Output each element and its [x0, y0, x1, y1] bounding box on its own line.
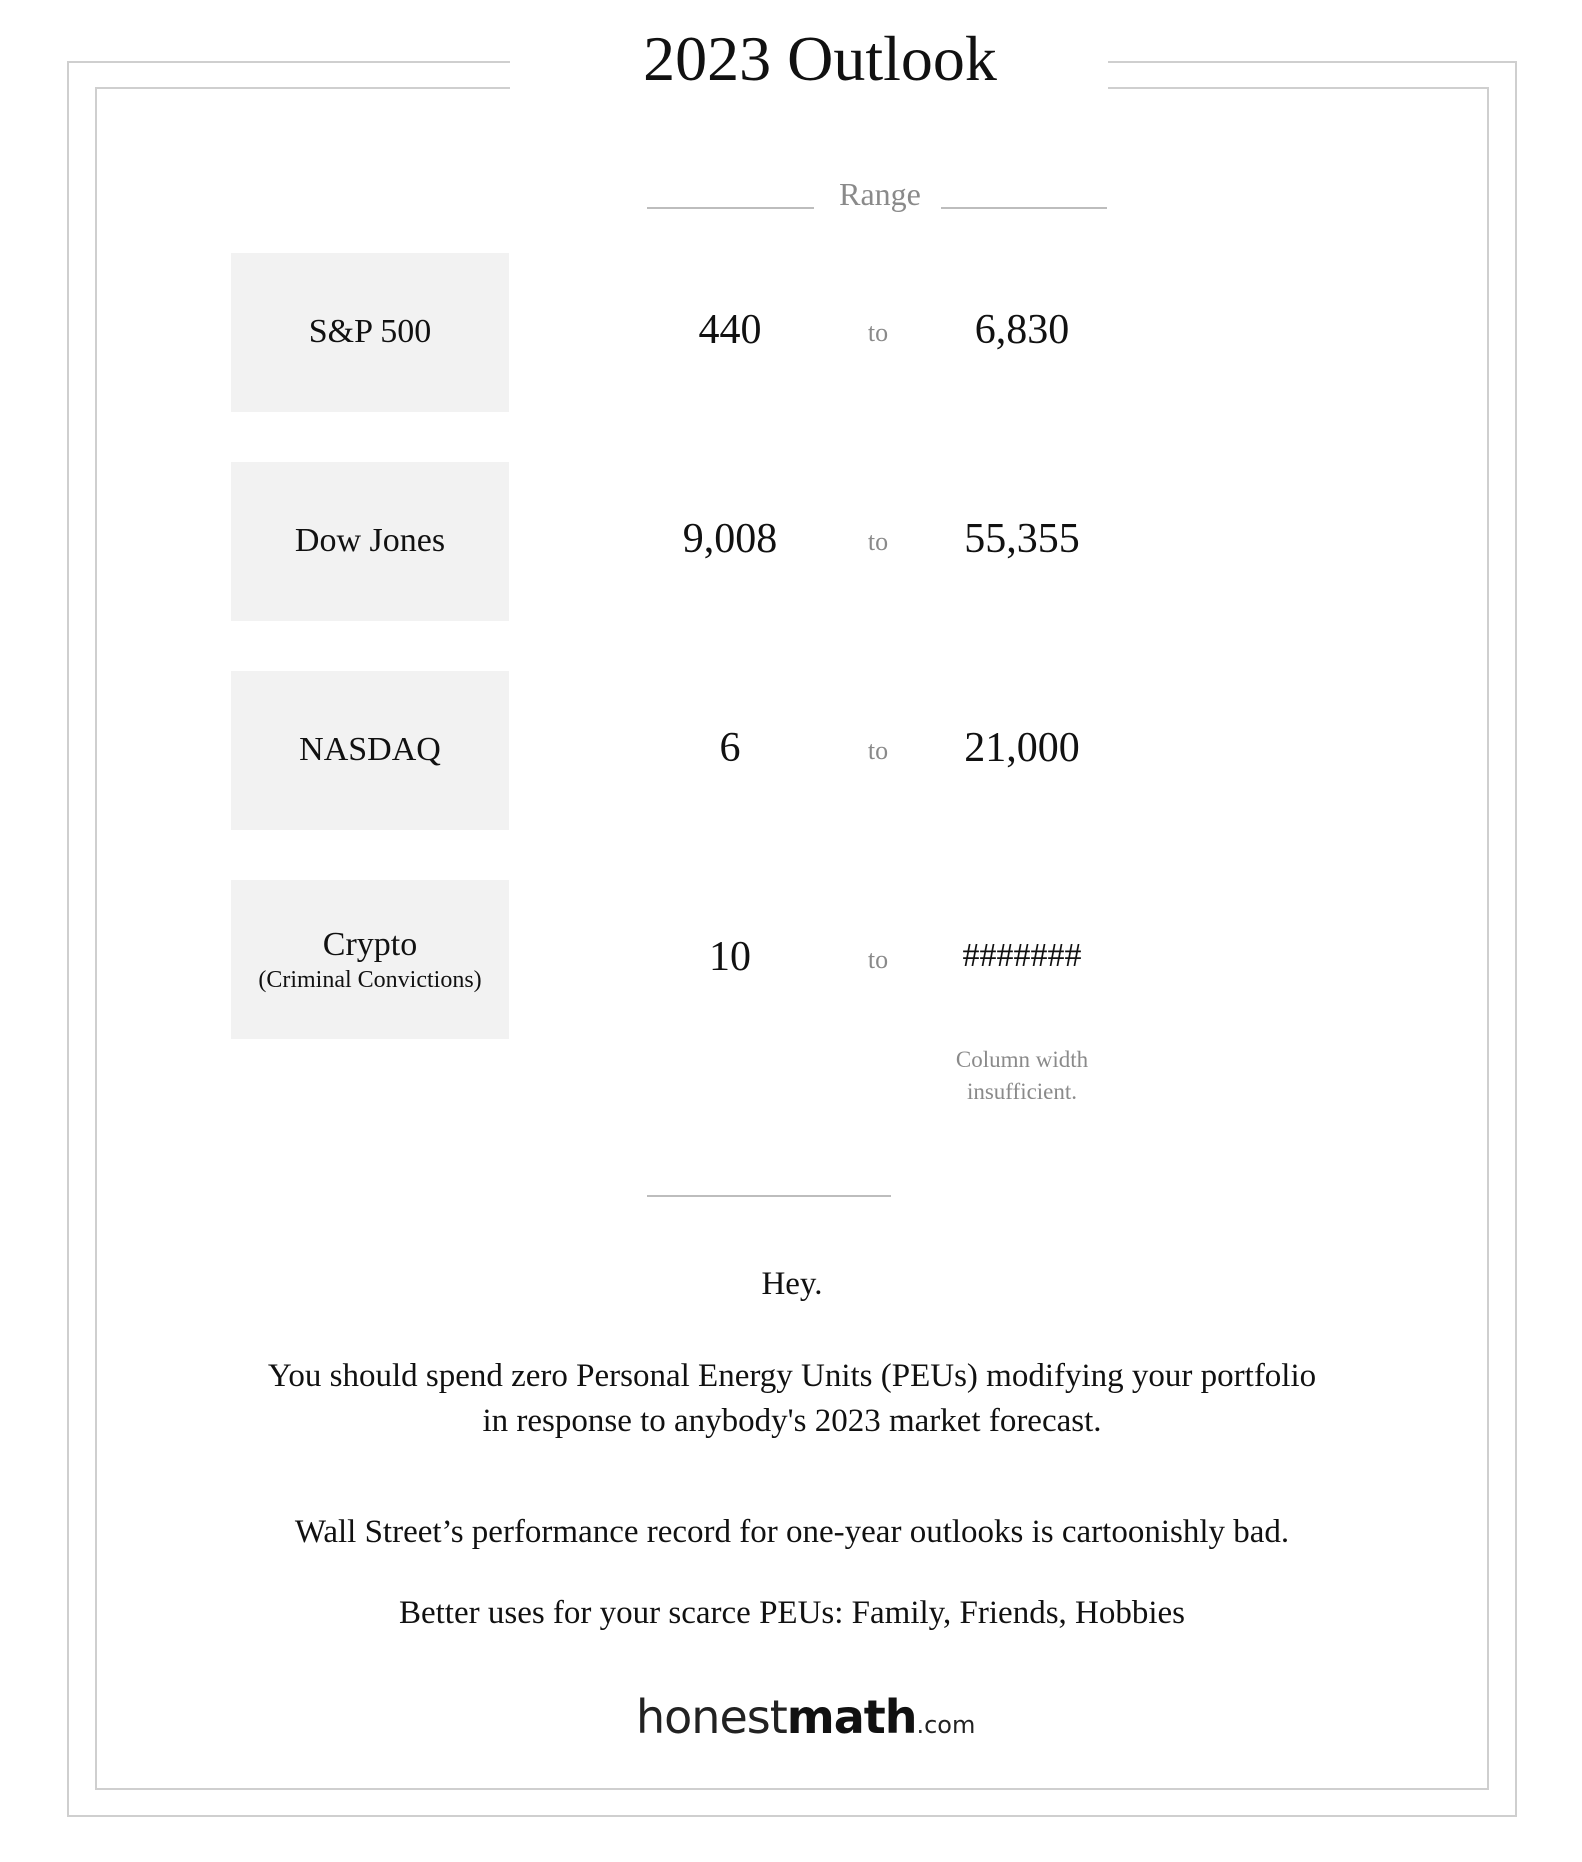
logo-tld-text: .com [916, 1711, 976, 1739]
overflow-note [900, 1044, 1144, 1108]
row-label: S&P 500 [308, 313, 432, 351]
range-high-value: 55,355 [964, 516, 1080, 562]
range-to: to [867, 527, 889, 556]
row-label-box [231, 462, 509, 621]
range-line-right [941, 207, 1107, 209]
range-to: to [867, 318, 889, 347]
message-line-1: You should spend zero Personal Energy Units (PEUs) modifying your portfolio [267, 1358, 1317, 1394]
separator-line [647, 1195, 891, 1197]
row-label-box [231, 880, 509, 1039]
row-label: Crypto [322, 925, 418, 963]
page-title: 2023 Outlook [643, 23, 997, 94]
message-line-2: in response to anybody's 2023 market forecast. [482, 1403, 1102, 1439]
range-high-value: 21,000 [964, 725, 1080, 771]
range-line-left [647, 207, 814, 209]
range-low-value: 10 [709, 934, 751, 980]
brand-logo [636, 1690, 976, 1750]
note-line: insufficient. [966, 1079, 1078, 1105]
range-to: to [867, 945, 889, 974]
range-to: to [867, 736, 889, 765]
row-label: Dow Jones [294, 522, 446, 560]
note-line: Column width [955, 1047, 1089, 1072]
range-high-value: 6,830 [974, 307, 1070, 353]
range-label: Range [839, 176, 921, 212]
range-low-value: 6 [719, 725, 741, 771]
logo-bold-text: math [786, 1690, 917, 1744]
range-low-value: 440 [698, 307, 762, 353]
greeting-text: Hey. [761, 1266, 823, 1302]
row-label: NASDAQ [299, 731, 441, 769]
message-line-4: Better uses for your scarce PEUs: Family, Friends, Hobbies [398, 1595, 1186, 1631]
range-low-value: 9,008 [682, 516, 778, 562]
row-label-box [231, 253, 509, 412]
range-high-value: ####### [962, 937, 1082, 974]
row-label-box [231, 671, 509, 830]
message-line-3: Wall Street’s performance record for one-year outlooks is cartoonishly bad. [294, 1514, 1290, 1550]
logo-light-text: honest [636, 1690, 787, 1744]
row-sublabel: (Criminal Convictions) [258, 966, 482, 993]
